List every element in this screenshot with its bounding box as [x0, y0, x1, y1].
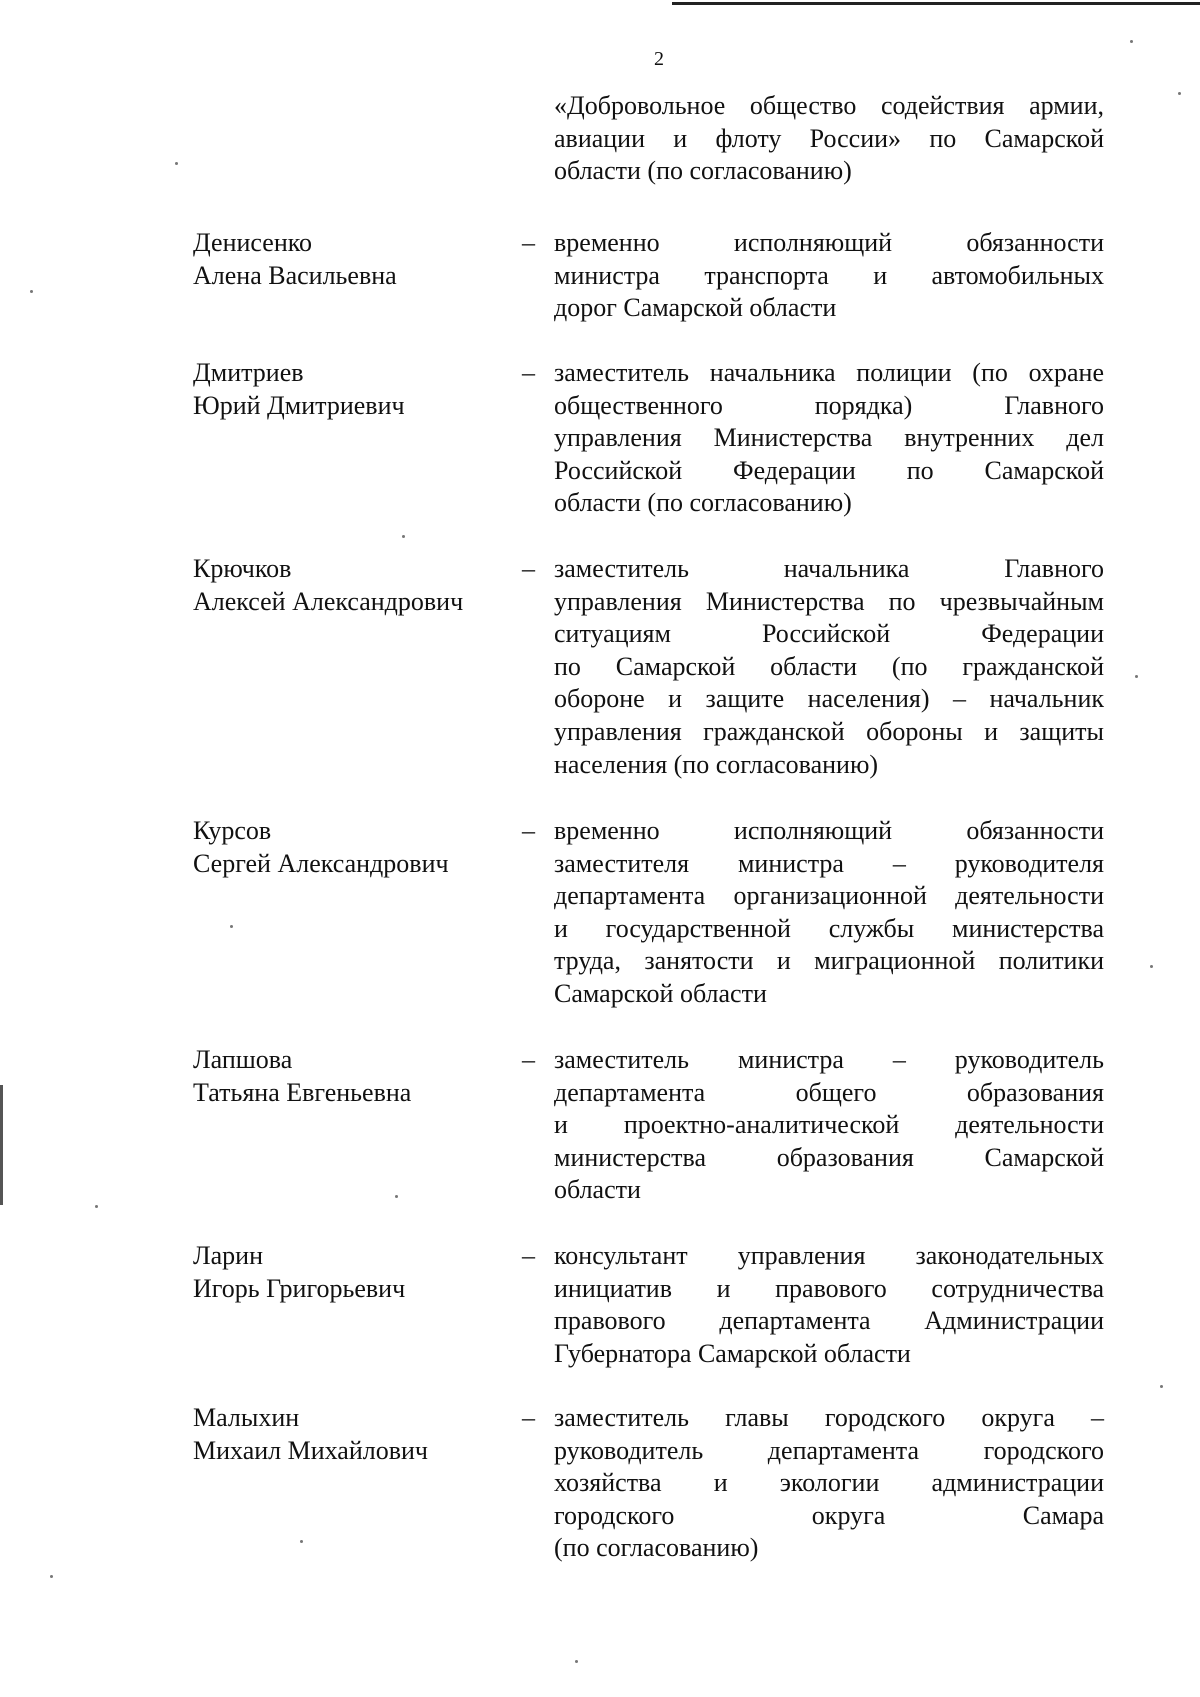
scan-speck: [1130, 40, 1133, 43]
continuation-line: «Добровольное общество содействия армии,: [554, 91, 1104, 120]
member-surname: Малыхин: [193, 1403, 300, 1432]
scan-speck: [175, 162, 178, 165]
position-line: городского округа Самара: [554, 1500, 1104, 1530]
position-line: временно исполняющий обязанности: [554, 228, 1104, 257]
scan-speck: [1135, 675, 1138, 678]
member-name: [193, 357, 513, 422]
scan-speck: [230, 925, 233, 928]
continuation-line: авиации и флоту России» по Самарской: [554, 123, 1104, 153]
member-name: [193, 1240, 513, 1305]
position-line: заместителя министра – руководителя: [554, 848, 1104, 878]
continuation-line: области (по согласованию): [554, 156, 852, 186]
member-position: [554, 227, 1104, 325]
member-given-names: Алексей Александрович: [193, 586, 464, 616]
position-line: управления гражданской обороны и защиты: [554, 716, 1104, 746]
position-line: хозяйства и экологии администрации: [554, 1468, 1104, 1498]
scan-speck: [395, 1195, 398, 1198]
member-position: [554, 1402, 1104, 1565]
dash-separator: –: [522, 228, 535, 257]
scan-top-rule: [672, 2, 1200, 5]
scan-speck: [1150, 965, 1153, 968]
dash-separator: –: [522, 1403, 535, 1432]
member-name: [193, 1044, 513, 1109]
position-line: заместитель начальника полиции (по охране: [554, 358, 1104, 387]
position-line: труда, занятости и миграционной политики: [554, 946, 1104, 976]
member-surname: Курсов: [193, 816, 272, 845]
position-line: общественного порядка) Главного: [554, 390, 1104, 420]
member-surname: Ларин: [193, 1241, 264, 1270]
scan-speck: [300, 1540, 303, 1543]
dash-separator: –: [522, 816, 535, 845]
position-line: населения (по согласованию): [554, 749, 879, 779]
position-line: ситуациям Российской Федерации: [554, 619, 1104, 649]
member-given-names: Татьяна Евгеньевна: [193, 1077, 412, 1107]
position-line: Самарской области: [554, 978, 767, 1008]
scan-speck: [575, 1660, 578, 1663]
position-line: и государственной службы министерства: [554, 913, 1104, 943]
member-surname: Дмитриев: [193, 358, 304, 387]
member-name: [193, 227, 513, 292]
member-given-names: Юрий Дмитриевич: [193, 390, 405, 420]
position-line: области (по согласованию): [554, 488, 852, 518]
position-line: правового департамента Администрации: [554, 1306, 1104, 1336]
scan-speck: [30, 290, 33, 293]
position-line: по Самарской области (по гражданской: [554, 651, 1104, 681]
continuation-text: [554, 90, 1104, 188]
member-position: [554, 815, 1104, 1011]
position-line: управления Министерства внутренних дел: [554, 423, 1104, 453]
position-line: инициатив и правового сотрудничества: [554, 1273, 1104, 1303]
position-line: управления Министерства по чрезвычайным: [554, 586, 1104, 616]
member-given-names: Алена Васильевна: [193, 260, 397, 290]
position-line: министерства образования Самарской: [554, 1142, 1104, 1172]
position-line: заместитель главы городского округа –: [554, 1403, 1104, 1432]
scan-speck: [1160, 1385, 1163, 1388]
position-line: временно исполняющий обязанности: [554, 816, 1104, 845]
position-line: обороне и защите населения) – начальник: [554, 684, 1104, 714]
member-given-names: Михаил Михайлович: [193, 1435, 429, 1465]
position-line: департамента общего образования: [554, 1077, 1104, 1107]
position-line: департамента организационной деятельности: [554, 881, 1104, 911]
member-name: [193, 553, 513, 618]
position-line: дорог Самарской области: [554, 293, 837, 323]
position-line: заместитель министра – руководитель: [554, 1045, 1104, 1074]
member-given-names: Игорь Григорьевич: [193, 1273, 406, 1303]
member-surname: Денисенко: [193, 228, 313, 257]
member-name: [193, 1402, 513, 1467]
dash-separator: –: [522, 1241, 535, 1270]
member-position: [554, 553, 1104, 781]
member-position: [554, 1240, 1104, 1370]
member-surname: Крючков: [193, 554, 292, 583]
page-number: 2: [654, 48, 664, 70]
scan-speck: [50, 1575, 53, 1578]
position-line: и проектно-аналитической деятельности: [554, 1110, 1104, 1140]
member-position: [554, 357, 1104, 520]
scan-speck: [95, 1205, 98, 1208]
position-line: Губернатора Самарской области: [554, 1338, 911, 1368]
member-surname: Лапшова: [193, 1045, 293, 1074]
dash-separator: –: [522, 358, 535, 387]
member-position: [554, 1044, 1104, 1207]
scan-speck: [402, 535, 405, 538]
position-line: консультант управления законодательных: [554, 1241, 1104, 1270]
position-line: заместитель начальника Главного: [554, 554, 1104, 583]
position-line: Российской Федерации по Самарской: [554, 455, 1104, 485]
position-line: (по согласованию): [554, 1533, 759, 1563]
position-line: руководитель департамента городского: [554, 1435, 1104, 1465]
dash-separator: –: [522, 1045, 535, 1074]
position-line: министра транспорта и автомобильных: [554, 260, 1104, 290]
scan-left-edge: [0, 1085, 3, 1205]
position-line: области: [554, 1175, 641, 1205]
dash-separator: –: [522, 554, 535, 583]
member-given-names: Сергей Александрович: [193, 848, 449, 878]
scan-speck: [1178, 92, 1181, 95]
member-name: [193, 815, 513, 880]
